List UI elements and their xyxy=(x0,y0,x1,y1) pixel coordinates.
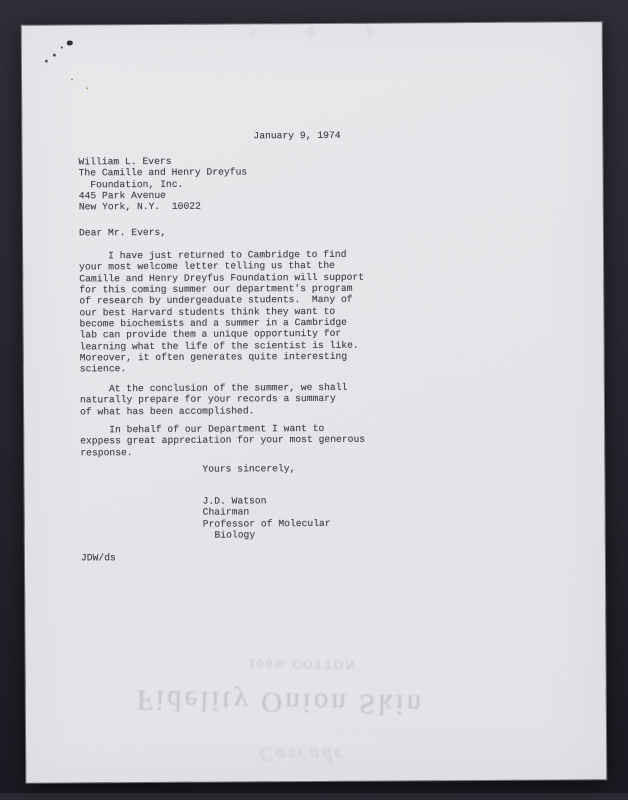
recipient-address-block: William L. Evers The Camille and Henry Dreyfus Foundation, Inc. 445 Park Avenue New York, N.Y. 10022 xyxy=(78,155,248,213)
salutation: Dear Mr. Evers, xyxy=(78,226,167,239)
rust-speck xyxy=(86,87,88,89)
body-paragraph-2: At the conclusion of the summer, we shall naturally prepare for your records a summary of what has been accomplished. xyxy=(79,381,348,418)
watermark-cotton-line: 100% COTTON xyxy=(248,656,357,673)
ink-speck xyxy=(61,47,63,49)
ink-speck xyxy=(53,54,56,57)
bleed-through-digits: 3 0 0 xyxy=(247,22,398,40)
ink-speck xyxy=(67,40,73,45)
complimentary-closing: Yours sincerely, xyxy=(202,463,296,475)
watermark-script-line: Cascade xyxy=(258,742,346,768)
ink-speck xyxy=(45,60,48,63)
rust-speck xyxy=(71,78,73,80)
typist-reference-initials: JDW/ds xyxy=(80,552,116,564)
body-paragraph-3: In behalf of our Department I want to exppess great appreciation for your most generous response. xyxy=(80,422,366,459)
letter-date: January 9, 1974 xyxy=(253,129,341,142)
body-paragraph-1: I have just returned to Cambridge to find your most welcome letter telling us that the Camille and Henry Dreyfus Foundation will support for this coming summer our department's program of research by undergeaduate students. Many of our best Harvard students think they want to become biochemists and a summer in a Cambridge lab can provide them a unique opportunity for learning what the life of the scientist is like. Moreover, it often generates quite interesting science. xyxy=(79,248,365,375)
scanner-mat-bottom-strip xyxy=(0,793,628,800)
signature-block: J.D. Watson Chairman Professor of Molecular Biology xyxy=(202,495,331,541)
watermark-brand-line: Fidelity Onion Skin xyxy=(136,683,425,721)
letter-paper xyxy=(22,22,607,783)
